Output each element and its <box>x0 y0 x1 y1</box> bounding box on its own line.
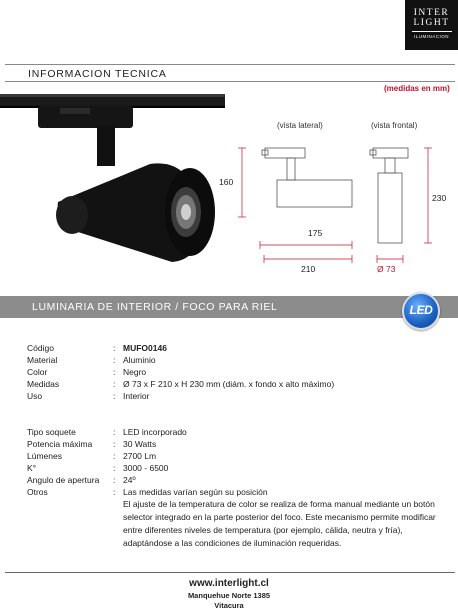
logo-line-3: ILUMINACION <box>413 34 449 39</box>
spec-label: Código <box>27 343 54 353</box>
spec-label: Color <box>27 367 48 377</box>
logo-line-2: LIGHT <box>413 18 450 28</box>
spec-value: Interior <box>123 391 150 401</box>
banner-title: LUMINARIA DE INTERIOR / FOCO PARA RIEL <box>32 301 278 313</box>
front-view-label: (vista frontal) <box>371 121 418 130</box>
spec-code-value: MUFO0146 <box>123 343 167 353</box>
logo-line-1: INTER <box>413 8 450 18</box>
spec-colon: : <box>113 367 116 377</box>
brand-logo <box>405 0 458 50</box>
spec-colon: : <box>113 355 116 365</box>
dim-total-height: 230 <box>432 193 447 203</box>
spec-label: Angulo de apertura <box>27 475 100 485</box>
side-view-label: (vista lateral) <box>277 121 323 130</box>
spec-value: LED incorporado <box>123 427 187 437</box>
spec-colon: : <box>113 427 116 437</box>
dim-width-body: 175 <box>308 228 323 238</box>
spec-value: Ø 73 x F 210 x H 230 mm (diám. x fondo x alto máximo) <box>123 379 335 389</box>
spec-value: 24º <box>123 475 136 485</box>
spec-colon: : <box>113 439 116 449</box>
footer-city: Vitacura <box>214 601 244 610</box>
spec-value: 2700 Lm <box>123 451 157 461</box>
website-link[interactable]: www.interlight.cl <box>189 578 269 589</box>
spec-colon: : <box>113 463 116 473</box>
led-badge-text: LED <box>409 303 433 317</box>
units-note: (medidas en mm) <box>384 84 450 93</box>
footer-address: Manquehue Norte 1385 <box>187 591 271 600</box>
spec-colon: : <box>113 379 116 389</box>
spec-value: 3000 - 6500 <box>123 463 169 473</box>
footer-rule <box>5 572 455 573</box>
spec-value: 30 Watts <box>123 439 157 449</box>
spec-value: Las medidas varían según su posición <box>123 487 268 497</box>
spec-label: Tipo soquete <box>27 427 76 437</box>
description-paragraph: El ajuste de la temperatura de color se realiza de forma manual mediante un botón selector integrado en la parte posterior del foco. Este mecanismo permite modificar entre diferentes niveles de temperatura (por ejemplo, cálida, neutra y fría), adaptándose a las condiciones de iluminación requeridas. <box>123 499 436 548</box>
section-title: INFORMACION TECNICA <box>28 68 167 80</box>
spec-colon: : <box>113 475 116 485</box>
spec-label: Uso <box>27 391 43 401</box>
spec-label: Medidas <box>27 379 60 389</box>
spec-colon: : <box>113 487 116 497</box>
spec-label: Material <box>27 355 58 365</box>
spec-label: K° <box>27 463 37 473</box>
header-bottom-rule <box>5 81 455 82</box>
product-banner <box>0 296 458 318</box>
spec-label: Lúmenes <box>27 451 62 461</box>
dim-total-length: 210 <box>301 264 316 274</box>
spec-colon: : <box>113 451 116 461</box>
dim-height-side: 160 <box>219 177 234 187</box>
product-photo <box>0 84 225 274</box>
header-top-rule <box>5 64 455 65</box>
led-badge <box>402 292 440 330</box>
spec-value: Negro <box>123 367 147 377</box>
technical-drawing <box>230 135 458 270</box>
logo-divider <box>412 31 452 32</box>
dim-diameter: Ø 73 <box>377 264 396 274</box>
spec-label: Potencia máxima <box>27 439 93 449</box>
spec-value: Aluminio <box>123 355 156 365</box>
spec-colon: : <box>113 391 116 401</box>
spec-colon: : <box>113 343 116 353</box>
spec-label: Otros <box>27 487 48 497</box>
